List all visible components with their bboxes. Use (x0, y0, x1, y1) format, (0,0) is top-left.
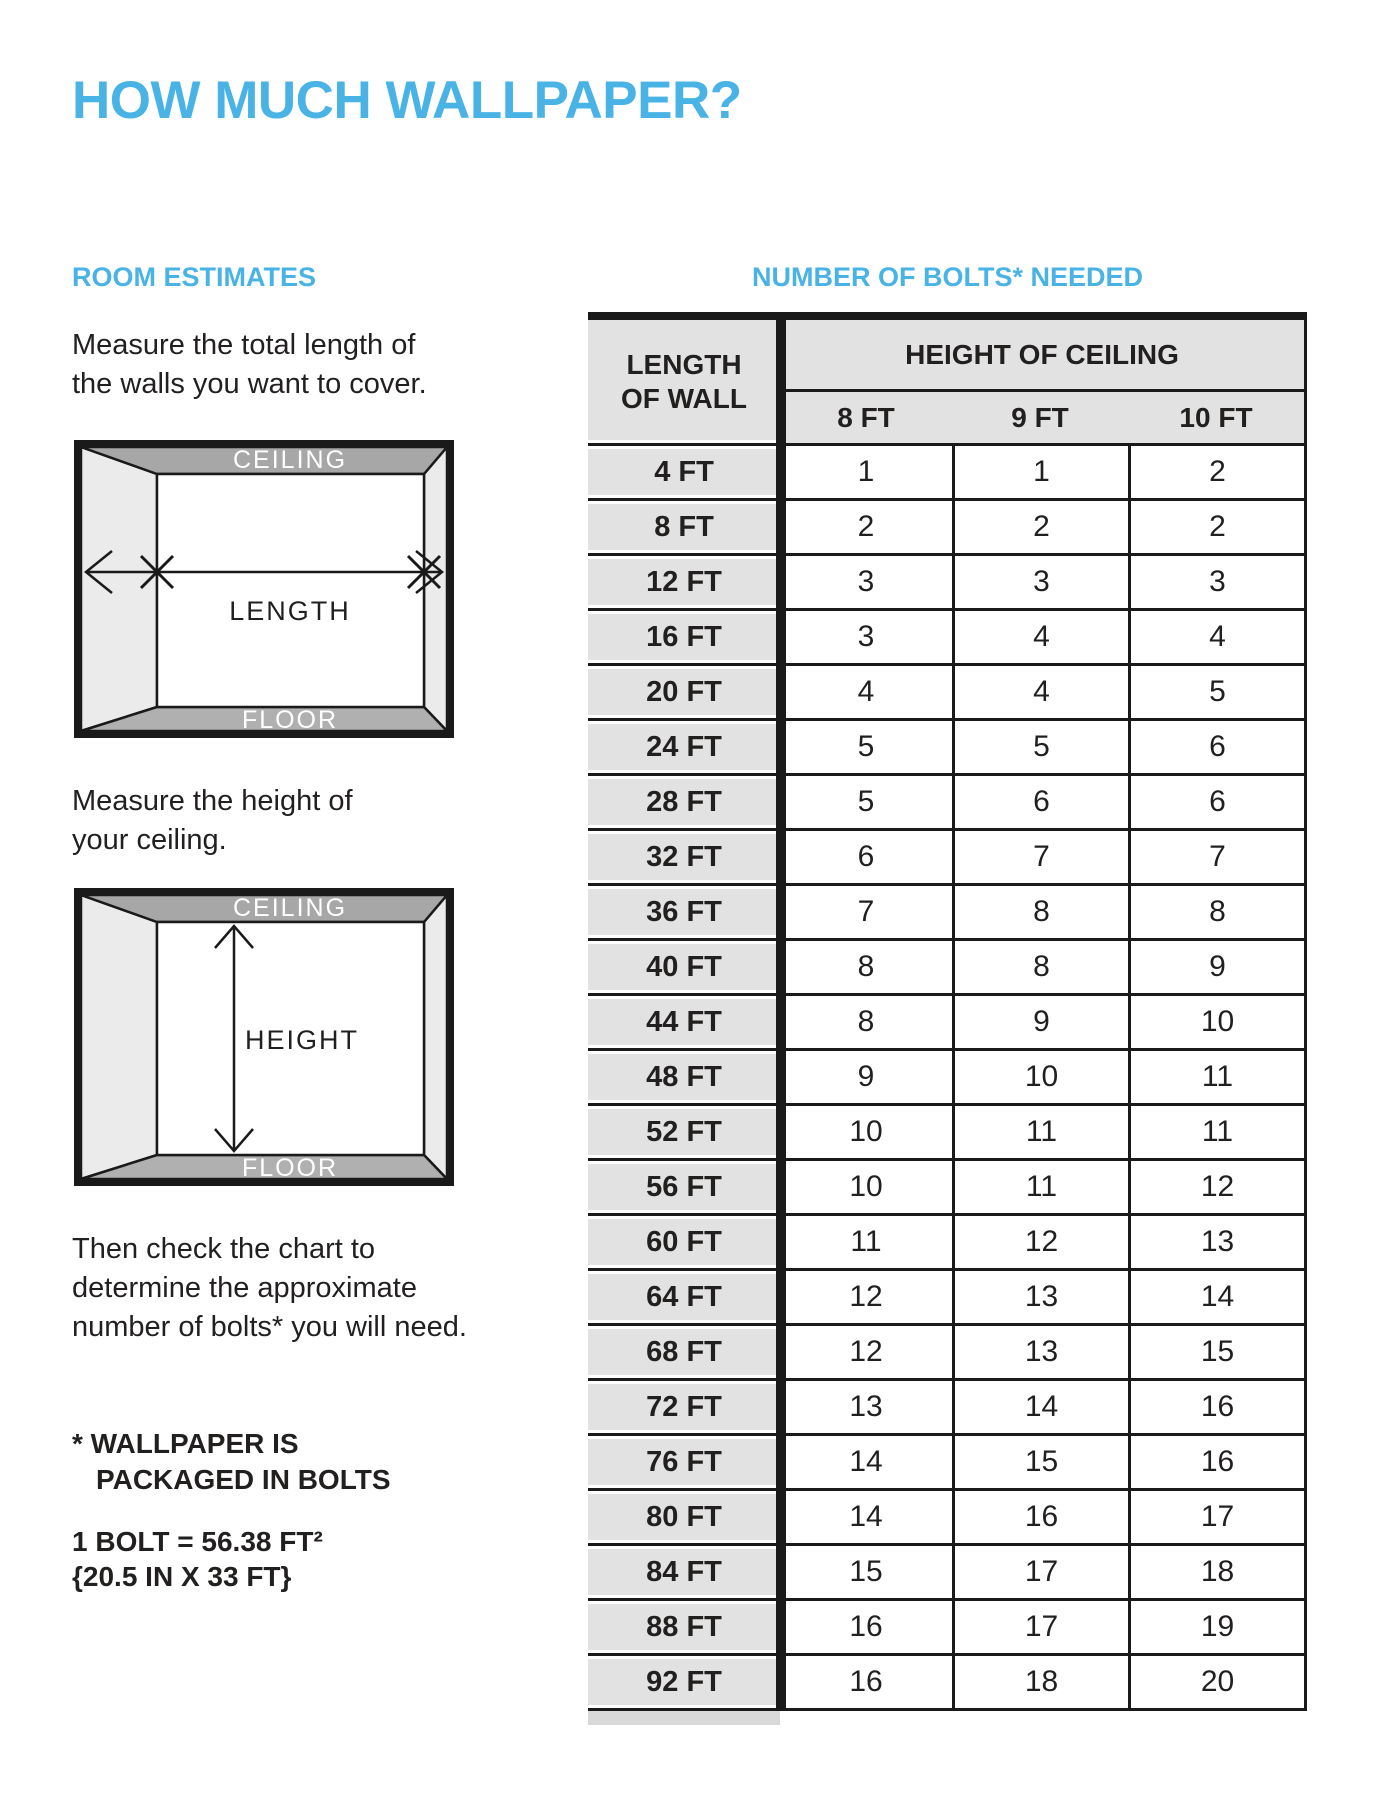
wall-length-cell: 40 FT (588, 941, 780, 996)
bolts-value-cell: 2 (1128, 501, 1307, 556)
wall-length-cell: 16 FT (588, 611, 780, 666)
bolt-size-note (72, 1524, 323, 1594)
col-header-10ft: 10 FT (1128, 392, 1307, 446)
bolts-value-cell: 11 (1128, 1106, 1307, 1161)
bolts-value-cell: 11 (952, 1106, 1128, 1161)
col-header-8ft: 8 FT (780, 392, 952, 446)
bolts-value-cell: 17 (1128, 1491, 1307, 1546)
left-wall-face (81, 447, 157, 731)
bolts-table (588, 312, 1307, 1725)
bolts-value-cell: 11 (1128, 1051, 1307, 1106)
bolts-value-cell: 9 (1128, 941, 1307, 996)
bolts-needed-heading: NUMBER OF BOLTS* NEEDED (751, 262, 1143, 292)
bolts-value-cell: 9 (952, 996, 1128, 1051)
bolts-value-cell: 8 (780, 996, 952, 1051)
bolts-value-cell: 9 (780, 1051, 952, 1106)
instruction-chart-line3: number of bolts* you will need. (72, 1311, 467, 1343)
wallpaper-bolts-footnote (72, 1426, 391, 1498)
bolts-value-cell: 13 (780, 1381, 952, 1436)
bolts-value-cell: 16 (780, 1601, 952, 1656)
height-label: HEIGHT (244, 1025, 360, 1055)
bolts-value-cell: 17 (952, 1601, 1128, 1656)
bolts-value-cell: 20 (1128, 1656, 1307, 1711)
wall-length-cell: 76 FT (588, 1436, 780, 1491)
wall-length-cell: 44 FT (588, 996, 780, 1051)
bolts-value-cell: 5 (780, 721, 952, 776)
bolts-value-cell: 16 (780, 1656, 952, 1711)
bolts-value-cell: 5 (952, 721, 1128, 776)
wall-length-cell: 52 FT (588, 1106, 780, 1161)
footnote-line1: * WALLPAPER IS (72, 1428, 299, 1459)
bolts-value-cell: 12 (780, 1271, 952, 1326)
bolts-value-cell: 10 (1128, 996, 1307, 1051)
bolts-value-cell: 10 (952, 1051, 1128, 1106)
bolts-value-cell: 7 (952, 831, 1128, 886)
bolts-value-cell: 2 (952, 501, 1128, 556)
bolts-value-cell: 14 (1128, 1271, 1307, 1326)
bolts-value-cell: 11 (952, 1161, 1128, 1216)
instruction-height-line1: Measure the height of (72, 785, 353, 817)
table-column-divider (776, 312, 786, 1711)
length-label: LENGTH (229, 596, 351, 626)
height-of-ceiling-header: HEIGHT OF CEILING (780, 320, 1307, 392)
wall-length-cell: 92 FT (588, 1656, 780, 1711)
length-of-wall-header: LENGTH OF WALL (588, 320, 780, 446)
wall-length-cell: 64 FT (588, 1271, 780, 1326)
bolts-value-cell: 6 (952, 776, 1128, 831)
bolts-value-cell: 13 (952, 1271, 1128, 1326)
page-title: HOW MUCH WALLPAPER? (72, 71, 742, 130)
bolts-value-cell: 16 (952, 1491, 1128, 1546)
wall-length-cell: 72 FT (588, 1381, 780, 1436)
right-wall-face (424, 895, 447, 1179)
bolts-value-cell: 15 (952, 1436, 1128, 1491)
wall-length-cell: 8 FT (588, 501, 780, 556)
bolts-value-cell: 8 (952, 886, 1128, 941)
bolts-value-cell: 15 (1128, 1326, 1307, 1381)
left-wall-face (81, 895, 157, 1179)
instruction-length-line1: Measure the total length of (72, 329, 416, 361)
bolts-value-cell: 7 (780, 886, 952, 941)
bolts-value-cell: 2 (780, 501, 952, 556)
bolts-value-cell: 10 (780, 1106, 952, 1161)
bolt-size-line2: {20.5 IN X 33 FT} (72, 1561, 292, 1592)
bolts-value-cell: 2 (1128, 446, 1307, 501)
bolts-value-cell: 3 (780, 556, 952, 611)
bolts-value-cell: 4 (952, 611, 1128, 666)
wall-length-cell: 80 FT (588, 1491, 780, 1546)
bolts-value-cell: 3 (1128, 556, 1307, 611)
room-length-diagram (74, 440, 454, 738)
room-height-diagram (74, 888, 454, 1186)
bolts-value-cell: 3 (952, 556, 1128, 611)
bolt-size-line1: 1 BOLT = 56.38 FT² (72, 1526, 323, 1557)
instruction-chart-line2: determine the approximate (72, 1272, 417, 1304)
bolts-value-cell: 12 (1128, 1161, 1307, 1216)
instruction-height (72, 782, 353, 860)
bolts-value-cell: 1 (952, 446, 1128, 501)
wall-length-cell: 4 FT (588, 446, 780, 501)
floor-label: FLOOR (241, 1154, 339, 1182)
bolts-value-cell: 4 (1128, 611, 1307, 666)
wall-length-cell: 36 FT (588, 886, 780, 941)
wall-length-cell: 32 FT (588, 831, 780, 886)
ceiling-label: CEILING (232, 446, 348, 474)
bolts-value-cell: 12 (780, 1326, 952, 1381)
wall-length-cell: 88 FT (588, 1601, 780, 1656)
right-wall-face (424, 447, 447, 731)
footnote-line2: PACKAGED IN BOLTS (96, 1464, 391, 1495)
wall-length-cell: 60 FT (588, 1216, 780, 1271)
wall-length-cell: 84 FT (588, 1546, 780, 1601)
bolts-value-cell: 14 (952, 1381, 1128, 1436)
bolts-value-cell: 16 (1128, 1381, 1307, 1436)
bolts-value-cell: 5 (1128, 666, 1307, 721)
table-top-rule (588, 312, 1307, 320)
bolts-table-body (588, 320, 1307, 1711)
wall-length-cell: 56 FT (588, 1161, 780, 1216)
floor-label: FLOOR (241, 706, 339, 734)
bolts-value-cell: 17 (952, 1546, 1128, 1601)
bolts-value-cell: 13 (952, 1326, 1128, 1381)
bolts-value-cell: 14 (780, 1491, 952, 1546)
bolts-value-cell: 4 (780, 666, 952, 721)
bolts-value-cell: 6 (1128, 721, 1307, 776)
bolts-value-cell: 12 (952, 1216, 1128, 1271)
bolts-value-cell: 3 (780, 611, 952, 666)
back-wall-face (157, 474, 424, 707)
table-bottom-strip (588, 1711, 780, 1725)
bolts-value-cell: 18 (1128, 1546, 1307, 1601)
wall-length-cell: 48 FT (588, 1051, 780, 1106)
ceiling-label: CEILING (232, 894, 348, 922)
wall-length-cell: 28 FT (588, 776, 780, 831)
bolts-value-cell: 8 (780, 941, 952, 996)
col-header-9ft: 9 FT (952, 392, 1128, 446)
wall-length-cell: 12 FT (588, 556, 780, 611)
bolts-value-cell: 13 (1128, 1216, 1307, 1271)
instruction-chart (72, 1230, 467, 1347)
bolts-value-cell: 11 (780, 1216, 952, 1271)
bolts-value-cell: 8 (1128, 886, 1307, 941)
instruction-chart-line1: Then check the chart to (72, 1233, 376, 1265)
bolts-value-cell: 4 (952, 666, 1128, 721)
bolts-value-cell: 19 (1128, 1601, 1307, 1656)
bolts-value-cell: 6 (780, 831, 952, 886)
bolts-value-cell: 10 (780, 1161, 952, 1216)
wall-length-cell: 20 FT (588, 666, 780, 721)
instruction-length (72, 326, 427, 404)
bolts-value-cell: 1 (780, 446, 952, 501)
bolts-value-cell: 8 (952, 941, 1128, 996)
bolts-value-cell: 15 (780, 1546, 952, 1601)
bolts-value-cell: 6 (1128, 776, 1307, 831)
bolts-value-cell: 18 (952, 1656, 1128, 1711)
bolts-value-cell: 7 (1128, 831, 1307, 886)
bolts-value-cell: 5 (780, 776, 952, 831)
bolts-value-cell: 14 (780, 1436, 952, 1491)
room-estimates-heading: ROOM ESTIMATES (72, 262, 317, 292)
wall-length-cell: 24 FT (588, 721, 780, 776)
bolts-value-cell: 16 (1128, 1436, 1307, 1491)
instruction-length-line2: the walls you want to cover. (72, 368, 427, 400)
instruction-height-line2: your ceiling. (72, 824, 227, 856)
wall-length-cell: 68 FT (588, 1326, 780, 1381)
